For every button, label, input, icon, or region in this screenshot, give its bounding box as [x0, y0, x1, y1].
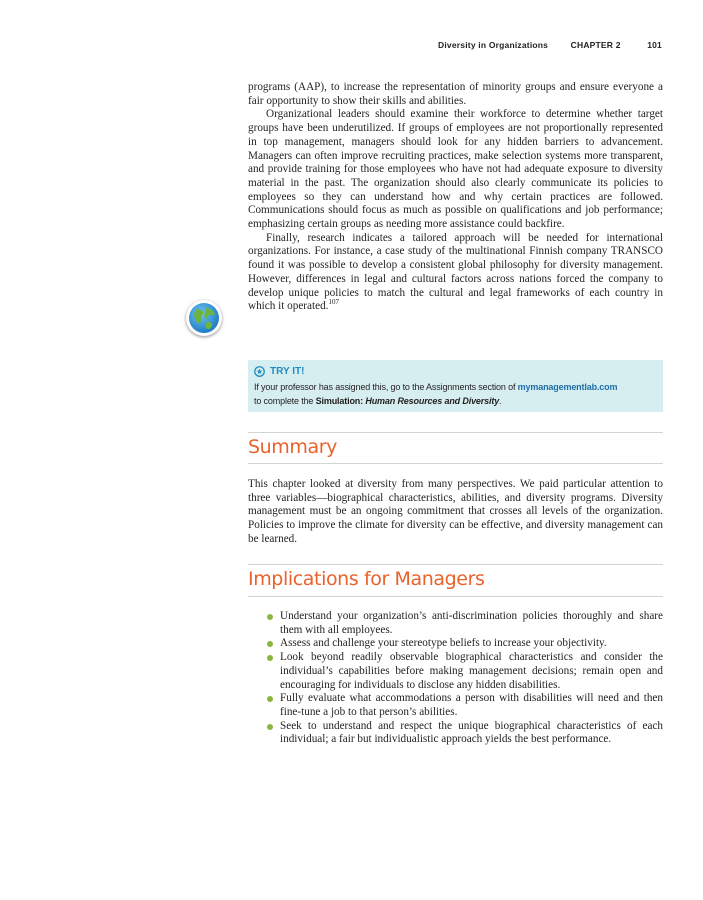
summary-heading: Summary [248, 436, 338, 458]
implications-heading: Implications for Managers [248, 568, 485, 590]
summary-rule-top [248, 432, 663, 433]
list-item-text: Look beyond readily observable biographical characteristics and consider the individual’s capabilities before making management decisions; remain open and encouraging for individuals to disclose any hidden disabilities. [280, 651, 663, 691]
bullet-icon [267, 696, 273, 702]
list-item [248, 692, 663, 719]
mymanagementlab-link[interactable]: mymanagementlab.com [517, 382, 618, 392]
list-item-text: Assess and challenge your stereotype beliefs to increase your objectivity. [280, 637, 607, 650]
list-item [248, 637, 663, 651]
try-it-line-1-text: If your professor has assigned this, go to the Assignments section of [254, 382, 518, 392]
list-item [248, 651, 663, 692]
running-title: Diversity in Organizations [438, 40, 549, 50]
try-it-line-2-text: to complete the [254, 396, 316, 406]
running-header [438, 40, 662, 50]
summary-paragraph: This chapter looked at diversity from many perspectives. We paid particular attention to three variables—biographical characteristics, abilities, and diversity programs. Diversity management must be an ongoing commitment that crosses all levels of the organization. Policies to improve the climate for diversity can be effective, and diversity management can be learned. [248, 478, 663, 545]
intro-paragraph-2: Organizational leaders should examine their workforce to determine whether target groups have been underutilized. If groups of employees are not proportionally represented in top management, managers should look for any hidden barriers to advancement. Managers can often improve recruiting practices, make selection systems more transparent, and provide training for those employees who have not had adequate exposure to diversity material in the past. The organization should also clearly communicate its policies to employees so they can understand how and why certain practices are followed. Communications should focus as much as possible on qualifications and job performance; emphasizing certain groups as needing more assistance could backfire. [248, 108, 663, 231]
simulation-label: Simulation: [315, 396, 366, 406]
globe-icon-graphic [188, 302, 220, 334]
endnote-reference: 107 [328, 298, 339, 307]
implications-section [248, 610, 663, 747]
try-it-line-2 [254, 396, 501, 406]
implications-rule-bottom [248, 596, 663, 597]
summary-section [248, 478, 663, 547]
try-it-box [248, 360, 663, 412]
intro-paragraph-1: programs (AAP), to increase the representation of minority groups and ensure everyone a fair opportunity to show their skills and abilities. [248, 81, 663, 107]
try-it-title-text: TRY IT! [270, 366, 305, 377]
intro-paragraph-3 [248, 232, 663, 314]
simulation-title: Human Resources and Diversity [365, 396, 500, 406]
bullet-icon [267, 614, 273, 620]
list-item-text: Fully evaluate what accommodations a person with disabilities will need and then fine-tune a job to that person’s abilities. [280, 692, 663, 718]
summary-rule-bottom [248, 463, 663, 464]
star-icon [254, 366, 265, 377]
implications-list [248, 610, 663, 747]
intro-text [248, 81, 663, 314]
try-it-line-1 [254, 382, 617, 392]
list-item [248, 720, 663, 747]
try-it-title [254, 366, 304, 377]
list-item-text: Seek to understand and respect the unique biographical characteristics of each individual; a fair but individualistic approach yields the best performance. [280, 719, 663, 746]
implications-rule-top [248, 564, 663, 565]
bullet-icon [267, 724, 273, 730]
simulation-period: . [499, 396, 502, 406]
page-number: 101 [647, 40, 662, 50]
bullet-icon [267, 641, 273, 647]
bullet-icon [267, 655, 273, 661]
chapter-label: CHAPTER 2 [570, 40, 621, 50]
list-item-text: Understand your organization’s anti-discrimination policies thoroughly and share them with all employees. [280, 610, 663, 636]
globe-icon[interactable] [186, 300, 222, 336]
list-item [248, 610, 663, 637]
intro-paragraph-3-text: Finally, research indicates a tailored approach will be needed for international organizations. For instance, a case study of the multinational Finnish company TRANSCO found it was possible to develop a consistent global philosophy for diversity management. However, differences in legal and cultural factors across nations forced the company to develop unique policies to match the cultural and legal frameworks of each country in which it operated. [248, 231, 663, 313]
